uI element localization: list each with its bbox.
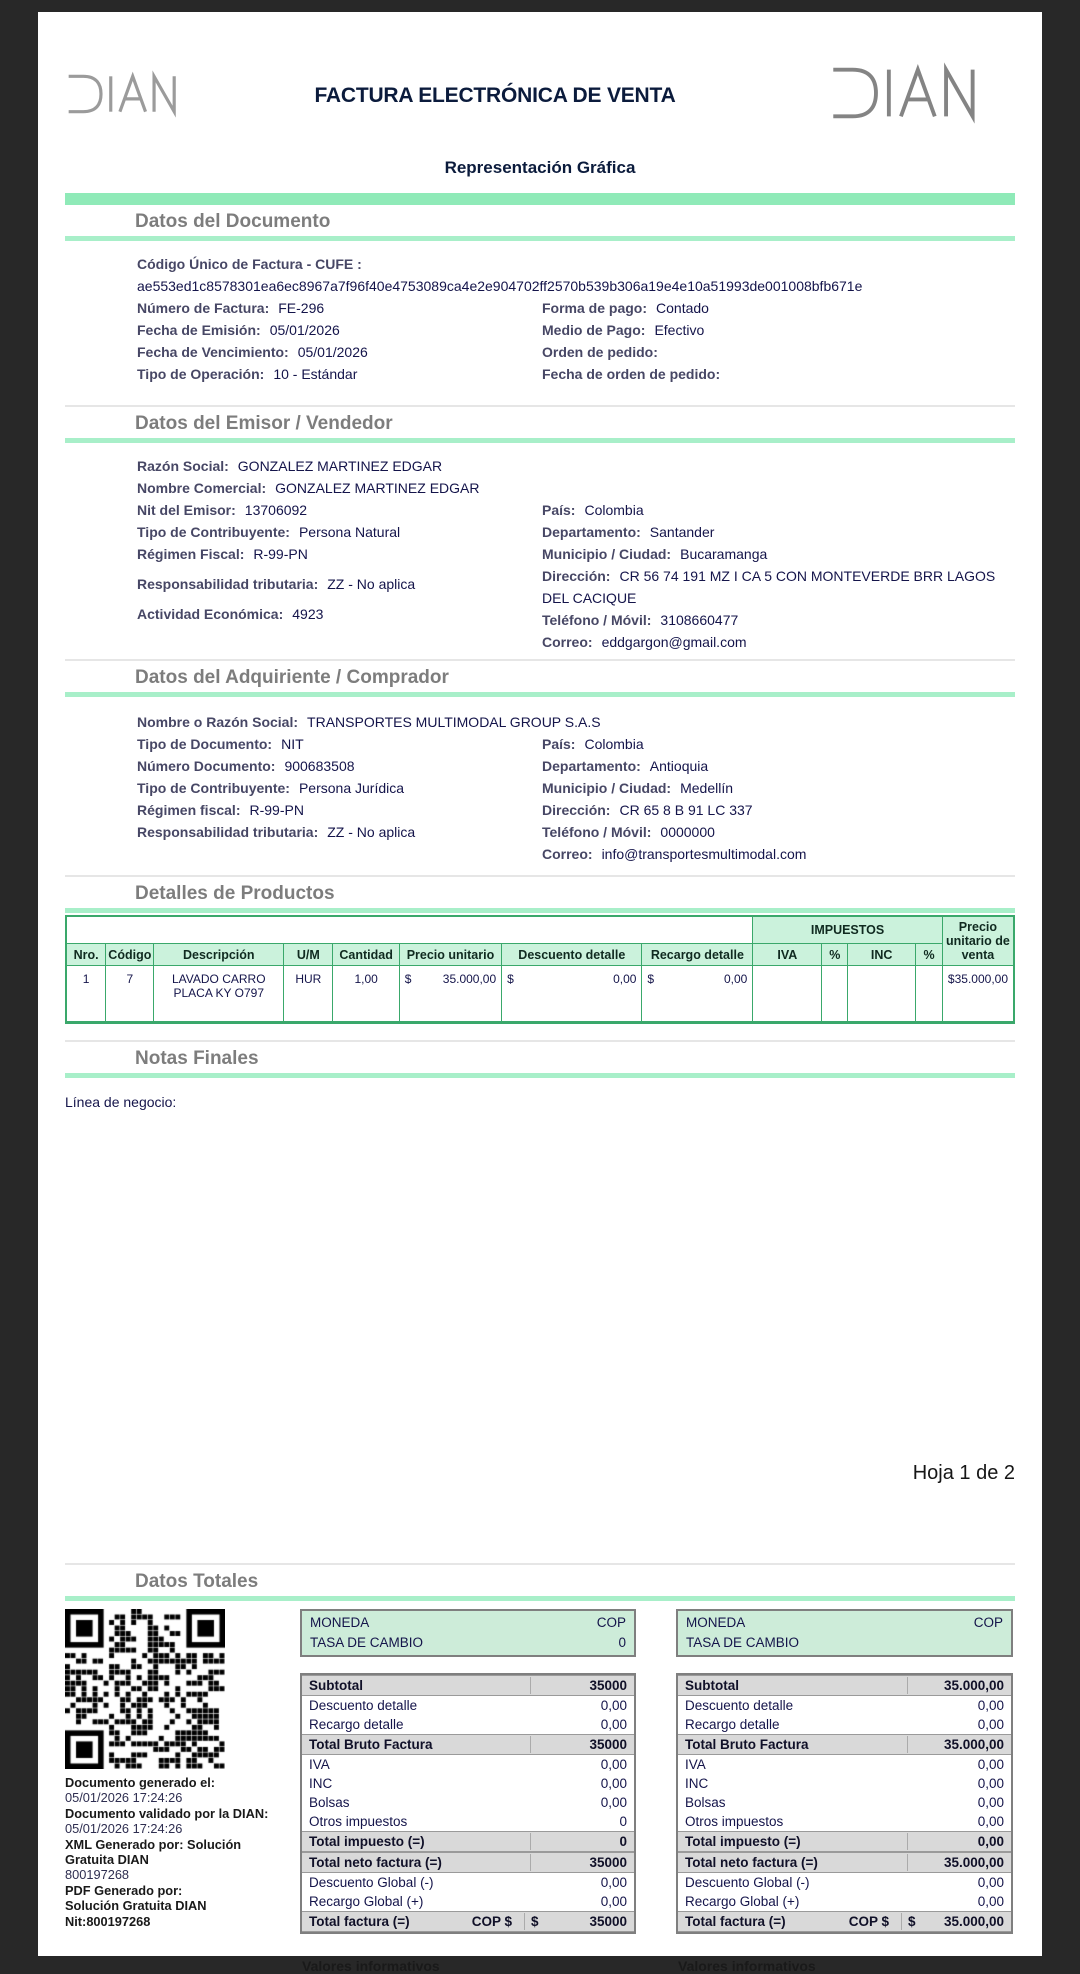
totals-label: Descuento Global (-) xyxy=(685,1875,810,1890)
field-value: Efectivo xyxy=(654,322,705,338)
field-row xyxy=(137,499,542,521)
section-title-notas: Notas Finales xyxy=(135,1048,259,1069)
totals-footer: Valores informativos xyxy=(678,1958,816,1974)
field-row xyxy=(542,631,1015,653)
totals-label: Subtotal xyxy=(309,1678,363,1693)
field-value: Colombia xyxy=(584,736,644,752)
invoice-content xyxy=(38,56,1042,1974)
totals-currency-code: COP $ xyxy=(471,1914,512,1929)
totals-row xyxy=(678,1911,1011,1932)
cell-iva-pct xyxy=(822,966,848,1023)
totals-label: Subtotal xyxy=(685,1678,739,1693)
field-label: Número de Factura: xyxy=(137,300,270,316)
field-label: Dirección: xyxy=(542,568,611,584)
field-label: Responsabilidad tributaria: xyxy=(137,576,319,592)
linea-negocio-label: Línea de negocio: xyxy=(65,1094,177,1110)
field-row xyxy=(137,603,542,625)
col-header-iva-pct: % xyxy=(822,944,848,966)
field-value: 0000000 xyxy=(660,824,715,840)
field-row xyxy=(542,821,1015,843)
col-header-descripcion: Descripción xyxy=(154,944,284,966)
field-row xyxy=(137,799,542,821)
field-label: Tipo de Documento: xyxy=(137,736,273,752)
totals-label: Bolsas xyxy=(685,1795,726,1810)
field-row xyxy=(137,543,542,565)
totals-value: 35000 xyxy=(530,1854,634,1871)
totals-label: INC xyxy=(309,1776,333,1791)
totals-value: 0,00 xyxy=(600,1698,627,1713)
field-label: Nit del Emisor: xyxy=(137,502,236,518)
totals-label: Bolsas xyxy=(309,1795,350,1810)
col-header-um: U/M xyxy=(284,944,333,966)
totals-value: 0,00 xyxy=(600,1875,627,1890)
totals-value: 0,00 xyxy=(600,1776,627,1791)
section-rule xyxy=(65,1563,1015,1565)
totals-value: 0,00 xyxy=(600,1757,627,1772)
totals-row xyxy=(302,1793,634,1812)
invoice-header xyxy=(65,56,1015,138)
totals-row xyxy=(302,1715,634,1734)
totals-row xyxy=(678,1715,1011,1734)
totals-label: Descuento Global (-) xyxy=(309,1875,434,1890)
field-value: eddgargon@gmail.com xyxy=(601,634,747,650)
currency-value: COP xyxy=(596,1615,626,1630)
field-row xyxy=(137,455,542,477)
section-underline xyxy=(65,236,1015,241)
section-underline xyxy=(65,438,1015,443)
totals-label: Recargo Global (+) xyxy=(685,1894,800,1909)
totals-footer: Valores informativos xyxy=(302,1958,440,1974)
field-label: Razón Social: xyxy=(137,458,229,474)
totals-row xyxy=(302,1675,634,1696)
field-label: Departamento: xyxy=(542,758,641,774)
field-row xyxy=(542,543,1015,565)
qr-code xyxy=(65,1609,225,1769)
totals-row xyxy=(302,1911,634,1932)
section-underline xyxy=(65,1073,1015,1078)
col-header-iva: IVA xyxy=(753,944,822,966)
totals-row xyxy=(678,1675,1011,1696)
field-label: Dirección: xyxy=(542,802,611,818)
field-value: 900683508 xyxy=(284,758,355,774)
field-row xyxy=(542,799,1015,821)
totals-value: 0 xyxy=(619,1814,627,1829)
field-value: TRANSPORTES MULTIMODAL GROUP S.A.S xyxy=(307,714,601,730)
field-row xyxy=(137,755,542,777)
field-value: Santander xyxy=(649,524,715,540)
currency-symbol: $ xyxy=(647,972,655,986)
field-row xyxy=(137,363,542,385)
totals-label: Descuento detalle xyxy=(309,1698,418,1713)
cell-recargo xyxy=(642,966,753,1023)
totals-label: IVA xyxy=(309,1757,330,1772)
col-header-codigo: Código xyxy=(106,944,154,966)
totals-row xyxy=(678,1774,1011,1793)
totals-label: INC xyxy=(685,1776,709,1791)
col-header-nro: Nro. xyxy=(66,944,106,966)
field-row xyxy=(542,755,1015,777)
emisor-fields-left xyxy=(137,455,542,653)
field-row xyxy=(542,319,1015,341)
totals-row xyxy=(302,1831,634,1852)
totals-label: Recargo Global (+) xyxy=(309,1894,424,1909)
field-label: Nombre o Razón Social: xyxy=(137,714,299,730)
cufe-label: Código Único de Factura - CUFE : xyxy=(137,256,362,272)
field-value: Persona Jurídica xyxy=(298,780,405,796)
field-row xyxy=(137,711,601,733)
totals-label: Total Bruto Factura xyxy=(685,1737,809,1752)
totals-row xyxy=(678,1793,1011,1812)
totals-label: Descuento detalle xyxy=(685,1698,794,1713)
field-row xyxy=(137,341,542,363)
qr-column xyxy=(65,1609,300,1974)
field-value: R-99-PN xyxy=(249,802,304,818)
field-label: Teléfono / Móvil: xyxy=(542,824,652,840)
totals-label: Total impuesto (=) xyxy=(685,1834,801,1849)
section-rule xyxy=(65,1040,1015,1042)
field-value: FE-296 xyxy=(278,300,325,316)
field-row xyxy=(542,297,1015,319)
documento-fields xyxy=(65,297,1015,385)
section-rule xyxy=(65,875,1015,877)
col-header-recargo: Recargo detalle xyxy=(642,944,753,966)
products-impuestos-row xyxy=(66,916,1014,944)
currency-label: MONEDA xyxy=(310,1615,370,1630)
page-indicator: Hoja 1 de 2 xyxy=(912,1462,1015,1484)
field-value: 13706092 xyxy=(244,502,308,518)
title-wrap xyxy=(187,56,803,108)
impuestos-header: IMPUESTOS xyxy=(753,916,943,944)
invoice-title: FACTURA ELECTRÓNICA DE VENTA xyxy=(314,84,676,107)
currency-symbol: $ xyxy=(531,1914,539,1929)
field-value: ZZ - No aplica xyxy=(327,824,416,840)
col-header-cantidad: Cantidad xyxy=(333,944,399,966)
amount: 0,00 xyxy=(613,972,637,986)
field-label: Correo: xyxy=(542,846,593,862)
totals-row xyxy=(302,1892,634,1911)
section-title-documento: Datos del Documento xyxy=(135,211,331,232)
generated-info-block xyxy=(65,1775,293,1929)
field-label: Municipio / Ciudad: xyxy=(542,546,672,562)
field-label: Actividad Económica: xyxy=(137,606,284,622)
generated-info-line: XML Generado por: Solución Gratuita DIAN xyxy=(65,1836,242,1868)
currency-header-row xyxy=(678,1633,1011,1653)
currency-header-row xyxy=(302,1613,634,1633)
field-label: Tipo de Operación: xyxy=(137,366,265,382)
field-row xyxy=(137,733,542,755)
field-row xyxy=(542,341,1015,363)
field-label: Nombre Comercial: xyxy=(137,480,267,496)
field-label: Tipo de Contribuyente: xyxy=(137,524,290,540)
field-row xyxy=(542,843,1015,865)
section-underline xyxy=(65,692,1015,697)
section-underline xyxy=(65,908,1015,913)
currency-header-row xyxy=(302,1633,634,1653)
totals-value: 0 xyxy=(530,1833,634,1850)
totals-box xyxy=(676,1673,1013,1934)
field-value: CR 65 8 B 91 LC 337 xyxy=(619,802,753,818)
field-value: R-99-PN xyxy=(253,546,308,562)
cell-codigo: 7 xyxy=(106,966,154,1023)
totals-row xyxy=(678,1734,1011,1755)
field-row xyxy=(137,297,542,319)
field-label: Fecha de orden de pedido: xyxy=(542,366,721,382)
col-header-precio-unitario: Precio unitario xyxy=(399,944,501,966)
field-value: 10 - Estándar xyxy=(273,366,358,382)
field-value: CR 56 74 191 MZ I CA 5 CON MONTEVERDE BRR LAGOS DEL CACIQUE xyxy=(542,568,996,606)
totals-label: Total impuesto (=) xyxy=(309,1834,425,1849)
generated-info-line: PDF Generado por: xyxy=(65,1882,183,1898)
totals-value: 35.000,00 xyxy=(907,1677,1011,1694)
field-value: Bucaramanga xyxy=(680,546,768,562)
field-value: Colombia xyxy=(584,502,644,518)
field-label: Correo: xyxy=(542,634,593,650)
currency-label: TASA DE CAMBIO xyxy=(686,1635,800,1650)
field-value: Antioquia xyxy=(649,758,709,774)
field-label: Régimen fiscal: xyxy=(137,802,241,818)
dian-logo-right xyxy=(803,64,1015,122)
generated-info-line: 05/01/2026 17:24:26 xyxy=(65,1790,183,1806)
totals-value: 0,00 xyxy=(600,1894,627,1909)
field-value: 3108660477 xyxy=(660,612,739,628)
field-label: Orden de pedido: xyxy=(542,344,658,360)
totals-row xyxy=(302,1696,634,1715)
field-row xyxy=(542,777,1015,799)
totals-value: 0,00 xyxy=(977,1814,1004,1829)
invoice-page xyxy=(38,12,1042,1974)
product-row xyxy=(66,966,1014,1023)
field-label: Régimen Fiscal: xyxy=(137,546,245,562)
totals-value: 0,00 xyxy=(600,1717,627,1732)
totals-value: 35.000,00 xyxy=(907,1854,1011,1871)
totals-label: Otros impuestos xyxy=(685,1814,784,1829)
field-value: 4923 xyxy=(292,606,324,622)
totals-table-informative xyxy=(300,1609,636,1974)
amount: 35.000,00 xyxy=(954,972,1008,986)
cell-descripcion: LAVADO CARRO PLACA KY O797 xyxy=(154,966,284,1023)
products-header-row xyxy=(66,944,1014,966)
totals-box xyxy=(300,1673,636,1934)
totals-label: Recargo detalle xyxy=(309,1717,404,1732)
field-value: ZZ - No aplica xyxy=(327,576,416,592)
totals-label: IVA xyxy=(685,1757,706,1772)
adquiriente-fields-right xyxy=(542,711,1015,865)
totals-row xyxy=(678,1696,1011,1715)
currency-symbol: $ xyxy=(507,972,514,986)
field-value: GONZALEZ MARTINEZ EDGAR xyxy=(237,458,443,474)
totals-row xyxy=(678,1852,1011,1873)
documento-fields-right xyxy=(542,297,1015,385)
totals-value: 0,00 xyxy=(977,1776,1004,1791)
field-label: Teléfono / Móvil: xyxy=(542,612,652,628)
totals-value: 0,00 xyxy=(977,1717,1004,1732)
dian-logo-left xyxy=(65,72,187,116)
field-label: Departamento: xyxy=(542,524,641,540)
cell-precio-venta xyxy=(942,966,1014,1023)
field-value: info@transportesmultimodal.com xyxy=(601,846,807,862)
totals-value: 0,00 xyxy=(907,1833,1011,1850)
section-title-totales: Datos Totales xyxy=(135,1571,259,1592)
totals-label: Total factura (=) xyxy=(309,1914,410,1929)
cufe-value: ae553ed1c8578301ea6ec8967a7f96f40e4753089ca4e2e904702ff2570b539b306a19e4e10a51993de001008bfb671e xyxy=(137,278,863,294)
totals-label: Recargo detalle xyxy=(685,1717,780,1732)
field-row xyxy=(542,609,1015,631)
totals-row xyxy=(302,1755,634,1774)
col-header-inc-pct: % xyxy=(916,944,943,966)
field-row xyxy=(542,363,1015,385)
cell-precio-unitario xyxy=(399,966,501,1023)
col-header-descuento: Descuento detalle xyxy=(502,944,642,966)
products-table xyxy=(65,915,1015,1024)
field-label: Fecha de Emisión: xyxy=(137,322,261,338)
field-value: 05/01/2026 xyxy=(269,322,340,338)
field-label: País: xyxy=(542,736,576,752)
emisor-fields-right xyxy=(542,455,1015,653)
currency-value: 0 xyxy=(618,1635,626,1650)
field-value: NIT xyxy=(281,736,304,752)
currency-symbol: $ xyxy=(404,972,412,986)
totals-value xyxy=(901,1913,1011,1930)
currency-label: MONEDA xyxy=(686,1615,746,1630)
section-title-productos: Detalles de Productos xyxy=(135,883,335,904)
cell-nro: 1 xyxy=(66,966,106,1023)
invoice-subtitle: Representación Gráfica xyxy=(444,158,636,177)
field-row xyxy=(542,733,1015,755)
field-row xyxy=(542,565,1015,609)
cell-iva xyxy=(753,966,822,1023)
documento-fields-left xyxy=(137,297,542,385)
totals-label: Otros impuestos xyxy=(309,1814,408,1829)
totals-row xyxy=(678,1892,1011,1911)
adquiriente-fields xyxy=(65,711,1015,865)
totals-value: 0,00 xyxy=(977,1698,1004,1713)
field-value: Persona Natural xyxy=(298,524,401,540)
totals-row xyxy=(302,1734,634,1755)
amount: 35000 xyxy=(589,1914,627,1929)
amount: 0,00 xyxy=(723,972,748,986)
totals-value: 35000 xyxy=(530,1736,634,1753)
field-label: Forma de pago: xyxy=(542,300,648,316)
generated-info-line: Solución Gratuita DIAN xyxy=(65,1898,207,1914)
totals-row xyxy=(302,1812,634,1831)
totals-currency-code: COP $ xyxy=(848,1914,889,1929)
currency-value: COP xyxy=(973,1615,1003,1630)
field-row xyxy=(137,777,542,799)
amount: 35.000,00 xyxy=(943,1914,1004,1929)
currency-symbol: $ xyxy=(947,972,955,986)
currency-header-row xyxy=(678,1613,1011,1633)
section-title-emisor: Datos del Emisor / Vendedor xyxy=(135,413,393,434)
field-label: Fecha de Vencimiento: xyxy=(137,344,289,360)
field-row xyxy=(542,521,1015,543)
totals-value: 0,00 xyxy=(977,1894,1004,1909)
totals-row xyxy=(678,1831,1011,1852)
field-row xyxy=(137,821,542,843)
col-header-inc: INC xyxy=(848,944,916,966)
field-row xyxy=(137,573,542,595)
field-value: 05/01/2026 xyxy=(297,344,368,360)
field-label: Medio de Pago: xyxy=(542,322,646,338)
totals-row xyxy=(678,1812,1011,1831)
totals-label: Total neto factura (=) xyxy=(309,1855,442,1870)
totals-value: 0,00 xyxy=(600,1795,627,1810)
spacer-cell xyxy=(66,916,753,944)
field-row xyxy=(137,477,542,499)
totals-row xyxy=(678,1755,1011,1774)
totals-label: Total Bruto Factura xyxy=(309,1737,433,1752)
totals-value: 0,00 xyxy=(977,1875,1004,1890)
cell-descuento xyxy=(502,966,642,1023)
field-label: Responsabilidad tributaria: xyxy=(137,824,319,840)
cell-um: HUR xyxy=(284,966,333,1023)
totals-value: 0,00 xyxy=(977,1795,1004,1810)
amount: 35.000,00 xyxy=(442,972,497,986)
field-row xyxy=(542,499,1015,521)
totals-row xyxy=(302,1852,634,1873)
totals-row xyxy=(302,1774,634,1793)
section-rule xyxy=(65,659,1015,661)
generated-info-line: Documento generado el: xyxy=(65,1775,216,1790)
totals-value: 35.000,00 xyxy=(907,1736,1011,1753)
totals-area xyxy=(65,1609,1015,1974)
totals-value: 0,00 xyxy=(977,1757,1004,1772)
totals-label: Total neto factura (=) xyxy=(685,1855,818,1870)
currency-header-box xyxy=(300,1609,636,1657)
totals-table-cop xyxy=(676,1609,1013,1974)
section-title-adquiriente: Datos del Adquiriente / Comprador xyxy=(135,667,449,688)
field-value: Contado xyxy=(656,300,709,316)
cell-inc-pct xyxy=(916,966,943,1023)
currency-symbol: $ xyxy=(908,1914,916,1929)
generated-info-line: 800197268 xyxy=(65,1867,130,1883)
generated-info-line: Documento validado por la DIAN: xyxy=(65,1805,269,1821)
cell-cantidad: 1,00 xyxy=(333,966,399,1023)
totals-row xyxy=(302,1873,634,1892)
field-label: Tipo de Contribuyente: xyxy=(137,780,290,796)
totals-value xyxy=(524,1913,634,1930)
field-value: Medellín xyxy=(680,780,734,796)
field-label: Número Documento: xyxy=(137,758,276,774)
cufe-block xyxy=(65,253,1015,297)
field-label: Municipio / Ciudad: xyxy=(542,780,672,796)
totals-value: 35000 xyxy=(530,1677,634,1694)
field-label: País: xyxy=(542,502,576,518)
emisor-fields xyxy=(65,455,1015,653)
field-value: GONZALEZ MARTINEZ EDGAR xyxy=(275,480,480,496)
field-row xyxy=(137,521,542,543)
col-header-precio-venta: Precio unitario de venta xyxy=(942,916,1014,966)
totals-label: Total factura (=) xyxy=(685,1914,786,1929)
currency-label: TASA DE CAMBIO xyxy=(310,1635,424,1650)
header-divider-bar xyxy=(65,193,1015,205)
cell-inc xyxy=(848,966,916,1023)
field-row xyxy=(137,319,542,341)
section-rule xyxy=(65,405,1015,407)
section-underline xyxy=(65,1596,1015,1601)
generated-info-line: Nit:800197268 xyxy=(65,1913,151,1929)
generated-info-line: 05/01/2026 17:24:26 xyxy=(65,1821,183,1837)
totals-row xyxy=(678,1873,1011,1892)
currency-header-box xyxy=(676,1609,1013,1657)
